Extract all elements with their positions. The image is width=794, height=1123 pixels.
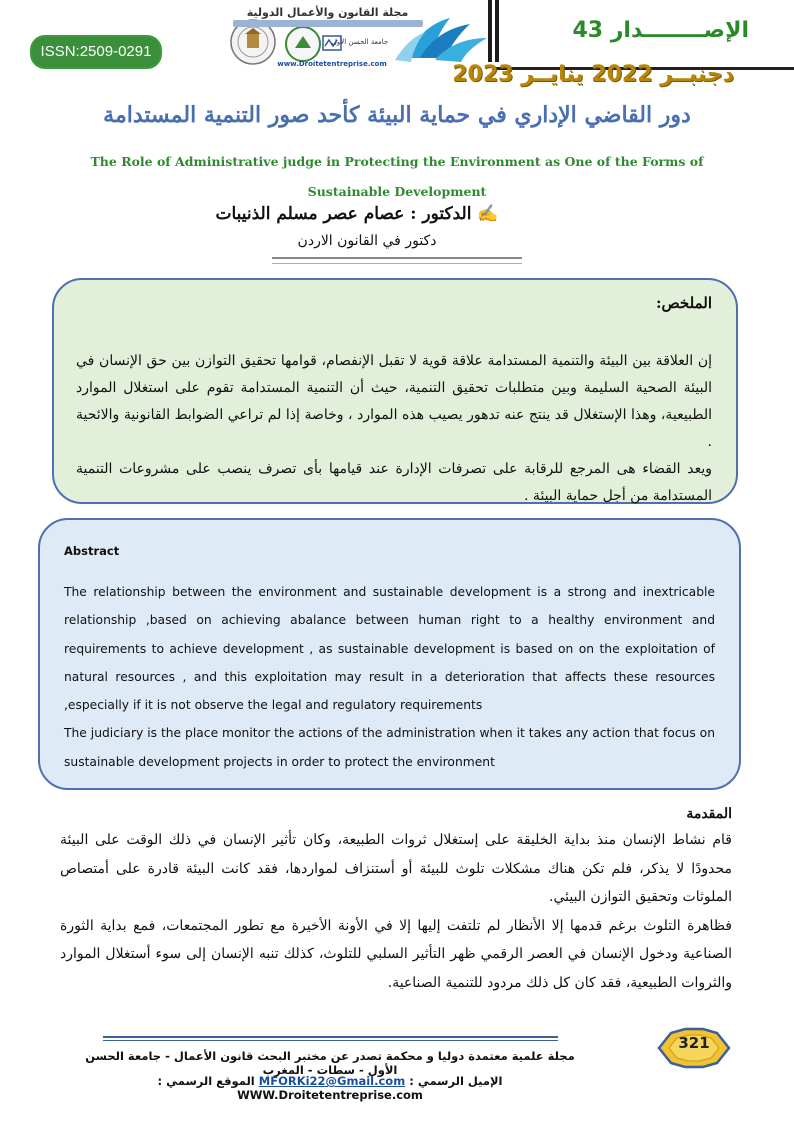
abstract-ar-paragraph: ويعد القضاء هى المرجع للرقابة على تصرفات الإدارة عند قيامها بأى تصرف ينصب على مشروعات التنمية المستدامة من أجل حماية البيئة . (76, 461, 712, 504)
journal-name: مجلة القانون والأعمال الدولية (246, 6, 409, 19)
author-name-text: الدكتور : عصام عصر مسلم الذنيبات (215, 204, 472, 224)
abstract-ar-box (52, 278, 738, 504)
footer-rule (103, 1036, 558, 1038)
email-link[interactable]: MFORKi22@Gmail.com (258, 1074, 406, 1088)
site-link[interactable]: WWW.Droitetentreprise.com (237, 1088, 423, 1102)
issue-date: دجنبــر 2022 ينايــر 2023 (452, 62, 734, 87)
intro-heading: المقدمة (686, 806, 732, 822)
site-label: الموقع الرسمي : (157, 1074, 255, 1088)
email-label: الإميل الرسمي : (409, 1074, 503, 1088)
pen-icon: ✍ (477, 204, 499, 224)
abstract-en-body (64, 578, 715, 776)
header-divider (495, 0, 499, 62)
issue-number: الإصــــــــدار 43 (572, 18, 749, 43)
footer-contact (70, 1074, 590, 1102)
article-title-en: The Role of Administrative judge in Protecting the Environment as One of the Forms of Sustainable Development (90, 154, 704, 199)
article-title-ar: دور القاضي الإداري في حماية البيئة كأحد صور التنمية المستدامة (103, 102, 691, 128)
author-name (200, 204, 514, 224)
intro-body (60, 826, 732, 997)
issn-badge: ISSN:2509-0291 (30, 35, 162, 69)
abstract-ar-paragraph: إن العلاقة بين البيئة والتنمية المستدامة علاقة قوية لا تقبل الإنفصام، قوامها تحقيق التوازن بين حق الإنسان في البيئة الصحية السليمة وبين متطلبات تحقيق التنمية، حيث أن التنمية المستدامة تقوم على استغلال الموارد الطبيعية، وهذا الإستغلال قد ينتج عنه تدهور يصيب هذه الموارد ، وخاصة إذا لم تراعي الضوابط القانونية والائحية . (76, 353, 712, 450)
header-divider (488, 0, 492, 62)
journal-website-small: www.Droitetentreprise.com (277, 60, 387, 68)
abstract-ar-body (76, 348, 712, 510)
university-name: جامعة الحسن الأول (331, 38, 389, 46)
abstract-ar-heading: الملخص: (656, 294, 712, 312)
intro-paragraph: قام نشاط الإنسان منذ بداية الخليقة على إستغلال ثروات الطبيعة، وكان تأثير الإنسان في ذلك الوقت على البيئة محدودًا لا يذكر، فلم تكن هناك مشكلات تلوث للبيئة أو أستنزاف لمواردها، فقد كانت البيئة قادرة على أمتصاص الملوثات وتحقيق التوازن البيئي. (60, 832, 732, 905)
affiliation-underline (272, 257, 522, 264)
footer-rule (103, 1040, 558, 1041)
footer-journal-info: مجلة علمية معتمدة دوليا و محكمة تصدر عن مختبر البحث قانون الأعمال - جامعة الحسن الأول - سطات - المغرب (85, 1049, 575, 1077)
page-number: 321 (678, 1034, 710, 1052)
journal-subtitle-bar (233, 20, 423, 27)
abstract-en-paragraph: The judiciary is the place monitor the actions of the administration when it takes any action that focus on sustainable development projects in order to protect the environment (64, 726, 715, 769)
intro-paragraph: فظاهرة التلوث برغم قدمها إلا الأنظار لم تلتفت إليها إلا في الأونة الأخيرة مع تطور المجتمعات، فمع بداية الثورة الصناعية ودخول الإنسان في العصر الرقمي ظهر التأثير السلبي للتلوث، كذلك تنبه الإنسان إلى سوء أستغلال الموارد والثروات الطبيعية، فقد كان كل ذلك مردود للتنمية الصناعية. (60, 917, 732, 991)
abstract-en-paragraph: The relationship between the environment and sustainable development is a strong and inextricable relationship ,based on achieving abalance between human right to a healthy environment and requirements to achieve development , as sustainable development is based on on the exploitation of natural resources , and this exploitation may result in a deterioration that affects these resources ,especially if it is not observe the legal and regulatory requirements (64, 585, 715, 713)
abstract-en-heading: Abstract (64, 544, 120, 558)
author-affiliation: دكتور في القانون الاردن (297, 233, 437, 249)
abstract-en-box (38, 518, 741, 790)
